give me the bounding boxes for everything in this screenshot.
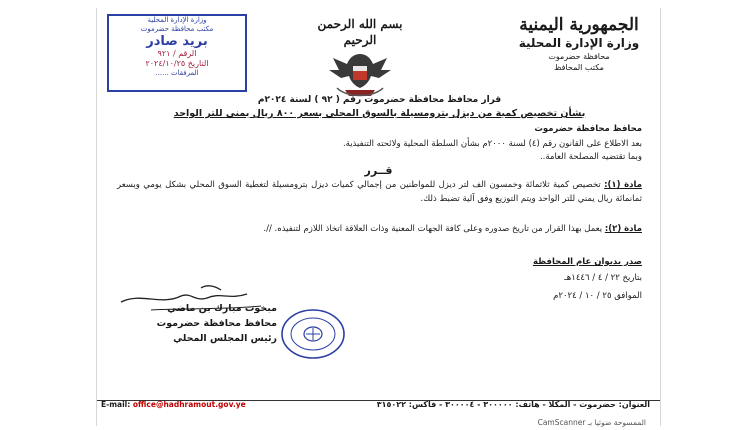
- footer-address: العنوان: حضرموت - المكلا - هاتف: ٣٠٠٠٠٠ - ٣٠٠٠٠٤ - فاكس: ٣١٥٠٢٢: [376, 400, 650, 409]
- footer-email: [101, 400, 246, 409]
- signatory-name: مبخوت مبارك بن ماضي: [167, 303, 277, 314]
- decree-title: قرار محافظ محافظة حضرموت رقم ( ٩٢ ) لسنة ٢٠٢٤م: [257, 95, 502, 105]
- document-page: [96, 8, 661, 426]
- email-label: E-mail:: [101, 400, 131, 409]
- article-text: يعمل بهذا القرار من تاريخ صدوره وعلى كافة الجهات المعنية وذات العلاقة اتخاذ اللازم لتنفيذه. //.: [263, 224, 605, 234]
- signatory-title: رئيس المجلس المحلي: [173, 333, 277, 344]
- stamp-line1: وزارة الإدارة المحلية: [147, 16, 207, 24]
- stamp-title: بريد صادر: [146, 34, 208, 49]
- issued-at: صدر بديوان عام المحافظة: [532, 257, 642, 267]
- article-label: مادة (١):: [604, 180, 642, 190]
- stamp-line2: مكتب محافظة حضرموت: [140, 25, 214, 33]
- republic-name: الجمهورية اليمنية: [519, 15, 639, 35]
- ministry-name: وزارة الإدارة المحلية: [518, 36, 640, 50]
- governorate-name: محافظة حضرموت: [548, 52, 610, 61]
- stamp-number: الرقم / ٩٢١: [157, 49, 197, 58]
- office-name: مكتب المحافظ: [554, 63, 604, 72]
- article-2: [117, 222, 642, 236]
- yemen-eagle-emblem-icon: [325, 48, 395, 100]
- preamble-line: بعد الاطلاع على القانون رقم (٤) لسنة ٢٠٠٠م بشأن السلطة المحلية ولائحته التنفيذية.: [342, 139, 642, 149]
- article-1: [117, 178, 642, 206]
- signature-block: [117, 301, 277, 346]
- article-text: تخصيص كمية ثلاثمائة وخمسون الف لتر ديزل للمواطنين من إجمالي كميات ديزل بترومسيلة لتغطية السوق المحلي بشكل يومي وبسعر ثمانمائة ريال يمني للتر الواحد ويتم التوزيع وفق آلية تضبط ذلك.: [117, 180, 642, 204]
- signatory-title: محافظ محافظة حضرموت: [156, 318, 277, 329]
- gregorian-date: الموافق ٢٥ / ١٠ / ٢٠٢٤م: [553, 291, 642, 301]
- decides-heading: قــرر: [364, 164, 393, 177]
- letterhead-center: [300, 16, 420, 104]
- decree-authority: محافظ محافظة حضرموت: [534, 124, 642, 134]
- stamp-attachments: المرفقات ......: [155, 69, 199, 77]
- decree-subject: بشأن تخصيص كمية من ديزل بترومسيلة بالسوق المحلي بسعر ٨٠٠ ريال يمني للتر الواحد: [173, 108, 586, 119]
- article-label: مادة (٢):: [604, 224, 642, 234]
- official-seal-icon: [280, 308, 346, 360]
- preamble-line: وبما تقتضيه المصلحة العامة..: [539, 152, 642, 162]
- email-link[interactable]: office@hadhramout.gov.ye: [132, 400, 246, 409]
- basmala: بسم الله الرحمن الرحيم: [317, 17, 403, 47]
- hijri-date: بتاريخ ٢٢ / ٤ / ١٤٤٦هـ: [564, 273, 642, 283]
- outgoing-mail-stamp: [107, 14, 247, 92]
- letterhead-right: [514, 16, 644, 73]
- camscanner-note: الممسوحة ضوئيا بـ CamScanner: [537, 418, 646, 427]
- stamp-date: التاريخ ٢٠٢٤/١٠/٢٥: [145, 59, 209, 68]
